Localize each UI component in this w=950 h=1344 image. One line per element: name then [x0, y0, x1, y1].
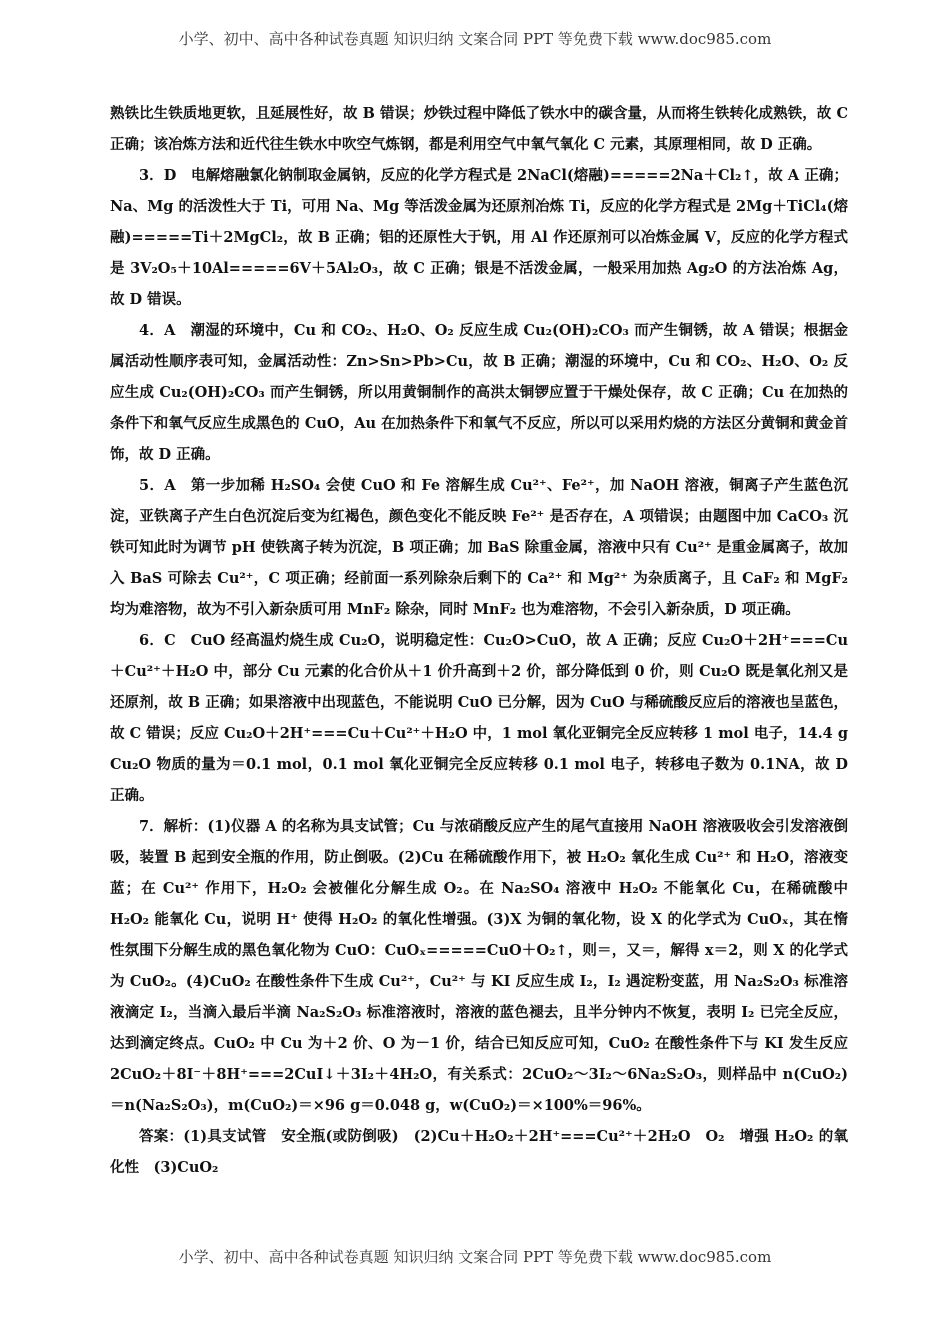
- answer-item-4: 4．A 潮湿的环境中，Cu 和 CO₂、H₂O、O₂ 反应生成 Cu₂(OH)₂CO₃ 而产生铜锈，故 A 错误；根据金属活动性顺序表可知，金属活动性：Zn>Sn>Pb>Cu，故 B 正确；潮湿的环境中，Cu 和 CO₂、H₂O、O₂ 反应生成 Cu₂(OH)₂CO₃ 而产生铜锈，所以用黄铜制作的高洪太铜锣应置于干燥处保存，故 C 正确；Cu 在加热的条件下和氧气反应生成黑色的 CuO，Au 在加热条件下和氧气不反应，所以可以采用灼烧的方法区分黄铜和黄金首饰，故 D 正确。: [110, 322, 848, 463]
- answer-summary: 答案：(1)具支试管 安全瓶(或防倒吸) (2)Cu＋H₂O₂＋2H⁺===Cu²⁺＋2H₂O O₂ 增强 H₂O₂ 的氧化性 (3)CuO₂: [110, 1128, 848, 1176]
- answer-item-5: 5．A 第一步加稀 H₂SO₄ 会使 CuO 和 Fe 溶解生成 Cu²⁺、Fe²⁺，加 NaOH 溶液，铜离子产生蓝色沉淀，亚铁离子产生白色沉淀后变为红褐色，颜色变化不能反映 Fe²⁺ 是否存在，A 项错误；由题图中加 CaCO₃ 沉铁可知此时为调节 pH 使铁离子转为沉淀，B 项正确；加 BaS 除重金属，溶液中只有 Cu²⁺ 是重金属离子，故加入 BaS 可除去 Cu²⁺，C 项正确；经前面一系列除杂后剩下的 Ca²⁺ 和 Mg²⁺ 为杂质离子，且 CaF₂ 和 MgF₂ 均为难溶物，故为不引入新杂质可用 MnF₂ 除杂，同时 MnF₂ 也为难溶物，不会引入新杂质，D 项正确。: [110, 477, 848, 618]
- answer-item-3: 3．D 电解熔融氯化钠制取金属钠，反应的化学方程式是 2NaCl(熔融)=====2Na＋Cl₂↑，故 A 正确；Na、Mg 的活泼性大于 Ti，可用 Na、Mg 等活泼金属为还原剂冶炼 Ti，反应的化学方程式是 2Mg＋TiCl₄(熔融)=====Ti＋2MgCl₂，故 B 正确；铝的还原性大于钒，用 Al 作还原剂可以冶炼金属 V，反应的化学方程式是 3V₂O₅＋10Al=====6V＋5Al₂O₃，故 C 正确；银是不活泼金属，一般采用加热 Ag₂O 的方法冶炼 Ag，故 D 错误。: [110, 167, 848, 308]
- answer-content: [110, 98, 848, 1183]
- answer-item-6: 6．C CuO 经高温灼烧生成 Cu₂O，说明稳定性：Cu₂O>CuO，故 A 正确；反应 Cu₂O＋2H⁺===Cu＋Cu²⁺＋H₂O 中，部分 Cu 元素的化合价从＋1 价升高到＋2 价，部分降低到 0 价，则 Cu₂O 既是氧化剂又是还原剂，故 B 正确；如果溶液中出现蓝色，不能说明 CuO 已分解，因为 CuO 与稀硫酸反应后的溶液也呈蓝色，故 C 错误；反应 Cu₂O＋2H⁺===Cu＋Cu²⁺＋H₂O 中，1 mol 氧化亚铜完全反应转移 1 mol 电子，14.4 g Cu₂O 物质的量为＝0.1 mol，0.1 mol 氧化亚铜完全反应转移 0.1 mol 电子，转移电子数为 0.1NA，故 D 正确。: [110, 632, 848, 804]
- page-footer: 小学、初中、高中各种试卷真题 知识归纳 文案合同 PPT 等免费下载 www.doc985.com: [178, 1248, 772, 1266]
- page-header: 小学、初中、高中各种试卷真题 知识归纳 文案合同 PPT 等免费下载 www.doc985.com: [178, 30, 772, 48]
- paragraph-continuation: 熟铁比生铁质地更软，且延展性好，故 B 错误；炒铁过程中降低了铁水中的碳含量，从而将生铁转化成熟铁，故 C 正确；该冶炼方法和近代往生铁水中吹空气炼钢，都是利用空气中氧气氧化 C 元素，其原理相同，故 D 正确。: [110, 105, 848, 153]
- answer-item-7: 7．解析：(1)仪器 A 的名称为具支试管；Cu 与浓硝酸反应产生的尾气直接用 NaOH 溶液吸收会引发溶液倒吸，装置 B 起到安全瓶的作用，防止倒吸。(2)Cu 在稀硫酸作用下，被 H₂O₂ 氧化生成 Cu²⁺ 和 H₂O，溶液变蓝；在 Cu²⁺ 作用下，H₂O₂ 会被催化分解生成 O₂。在 Na₂SO₄ 溶液中 H₂O₂ 不能氧化 Cu，在稀硫酸中 H₂O₂ 能氧化 Cu，说明 H⁺ 使得 H₂O₂ 的氧化性增强。(3)X 为铜的氧化物，设 X 的化学式为 CuOₓ，其在惰性氛围下分解生成的黑色氧化物为 CuO：CuOₓ=====CuO＋O₂↑，则＝，又＝，解得 x＝2，则 X 的化学式为 CuO₂。(4)CuO₂ 在酸性条件下生成 Cu²⁺，Cu²⁺ 与 KI 反应生成 I₂，I₂ 遇淀粉变蓝，用 Na₂S₂O₃ 标准溶液滴定 I₂，当滴入最后半滴 Na₂S₂O₃ 标准溶液时，溶液的蓝色褪去，且半分钟内不恢复，表明 I₂ 已完全反应，达到滴定终点。CuO₂ 中 Cu 为＋2 价、O 为－1 价，结合已知反应可知，CuO₂ 在酸性条件下与 KI 发生反应 2CuO₂＋8I⁻＋8H⁺===2CuI↓＋3I₂＋4H₂O，有关系式：2CuO₂～3I₂～6Na₂S₂O₃，则样品中 n(CuO₂)＝n(Na₂S₂O₃)，m(CuO₂)＝×96 g＝0.048 g，w(CuO₂)＝×100%＝96%。: [110, 818, 848, 1114]
